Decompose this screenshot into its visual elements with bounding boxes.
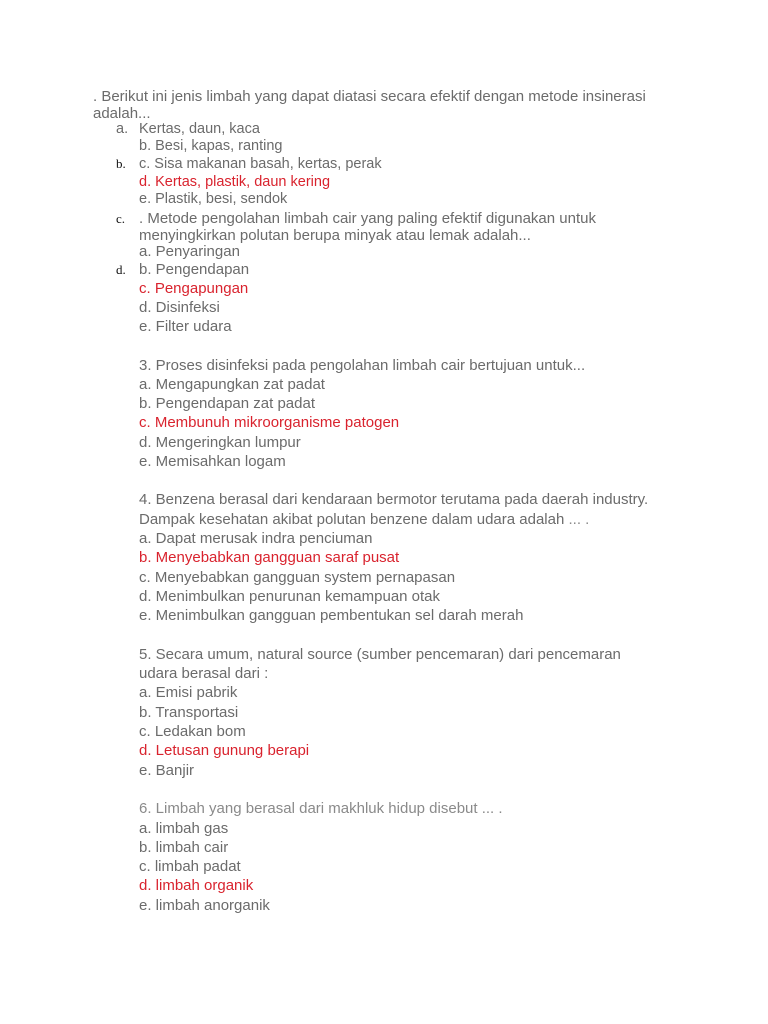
answer-option: e. limbah anorganik [139,897,270,914]
answer-option: a. Emisi pabrik [139,684,238,701]
answer-option: c. Menyebabkan gangguan system pernapasan [139,569,456,586]
answer-option: c. limbah padat [139,858,241,875]
answer-option: e. Plastik, besi, sendok [139,191,288,207]
answer-option: b. Besi, kapas, ranting [139,138,283,154]
question-text: . Metode pengolahan limbah cair yang paling efektif digunakan untuk [139,210,596,227]
answer-option: a. limbah gas [139,820,229,837]
answer-option: e. Filter udara [139,318,232,335]
question-text: menyingkirkan polutan berupa minyak atau lemak adalah... [139,227,531,244]
question-text: . Berikut ini jenis limbah yang dapat diatasi secara efektif dengan metode insinerasi [93,88,646,105]
answer-option-correct: d. Letusan gunung berapi [139,742,310,759]
question-text: 3. Proses disinfeksi pada pengolahan limbah cair bertujuan untuk... [139,357,586,374]
answer-option-correct: d. limbah organik [139,877,254,894]
answer-option: e. Banjir [139,762,195,779]
question-text: udara berasal dari : [139,665,269,682]
answer-option: e. Menimbulkan gangguan pembentukan sel darah merah [139,607,524,624]
question-text: 5. Secara umum, natural source (sumber pencemaran) dari pencemaran [139,646,621,663]
question-text: adalah... [93,105,151,122]
answer-option: b. Pengendapan [139,261,250,278]
question-text [139,512,589,527]
answer-option-correct: c. Membunuh mikroorganisme patogen [139,414,400,431]
question-text-tail: ... . [564,511,590,528]
answer-option: b. Transportasi [139,704,239,721]
question-text-main: Dampak kesehatan akibat polutan benzene dalam udara adalah [139,511,565,528]
question-text: 6. Limbah yang berasal dari makhluk hidup disebut ... . [139,800,503,817]
answer-option: Kertas, daun, kaca [139,121,260,137]
answer-option: b. limbah cair [139,839,229,856]
answer-option: e. Memisahkan logam [139,453,286,470]
answer-option-correct: c. Pengapungan [139,280,249,297]
question-text: 4. Benzena berasal dari kendaraan bermotor terutama pada daerah industry. [139,491,649,508]
answer-option: c. Ledakan bom [139,723,246,740]
list-marker: b. [116,156,126,171]
answer-option: a. Penyaringan [139,243,240,260]
answer-option: c. Sisa makanan basah, kertas, perak [139,156,382,172]
list-marker: d. [116,262,126,277]
list-marker: c. [116,211,126,226]
answer-option-correct: d. Kertas, plastik, daun kering [139,174,331,190]
answer-option: a. Dapat merusak indra penciuman [139,530,373,547]
answer-option: d. Disinfeksi [139,299,220,316]
answer-option: a. Mengapungkan zat padat [139,376,325,393]
answer-option-correct: b. Menyebabkan gangguan saraf pusat [139,549,400,566]
answer-option: d. Mengeringkan lumpur [139,434,301,451]
list-marker: a. [116,121,129,137]
answer-option: d. Menimbulkan penurunan kemampuan otak [139,588,441,605]
answer-option: b. Pengendapan zat padat [139,395,315,412]
